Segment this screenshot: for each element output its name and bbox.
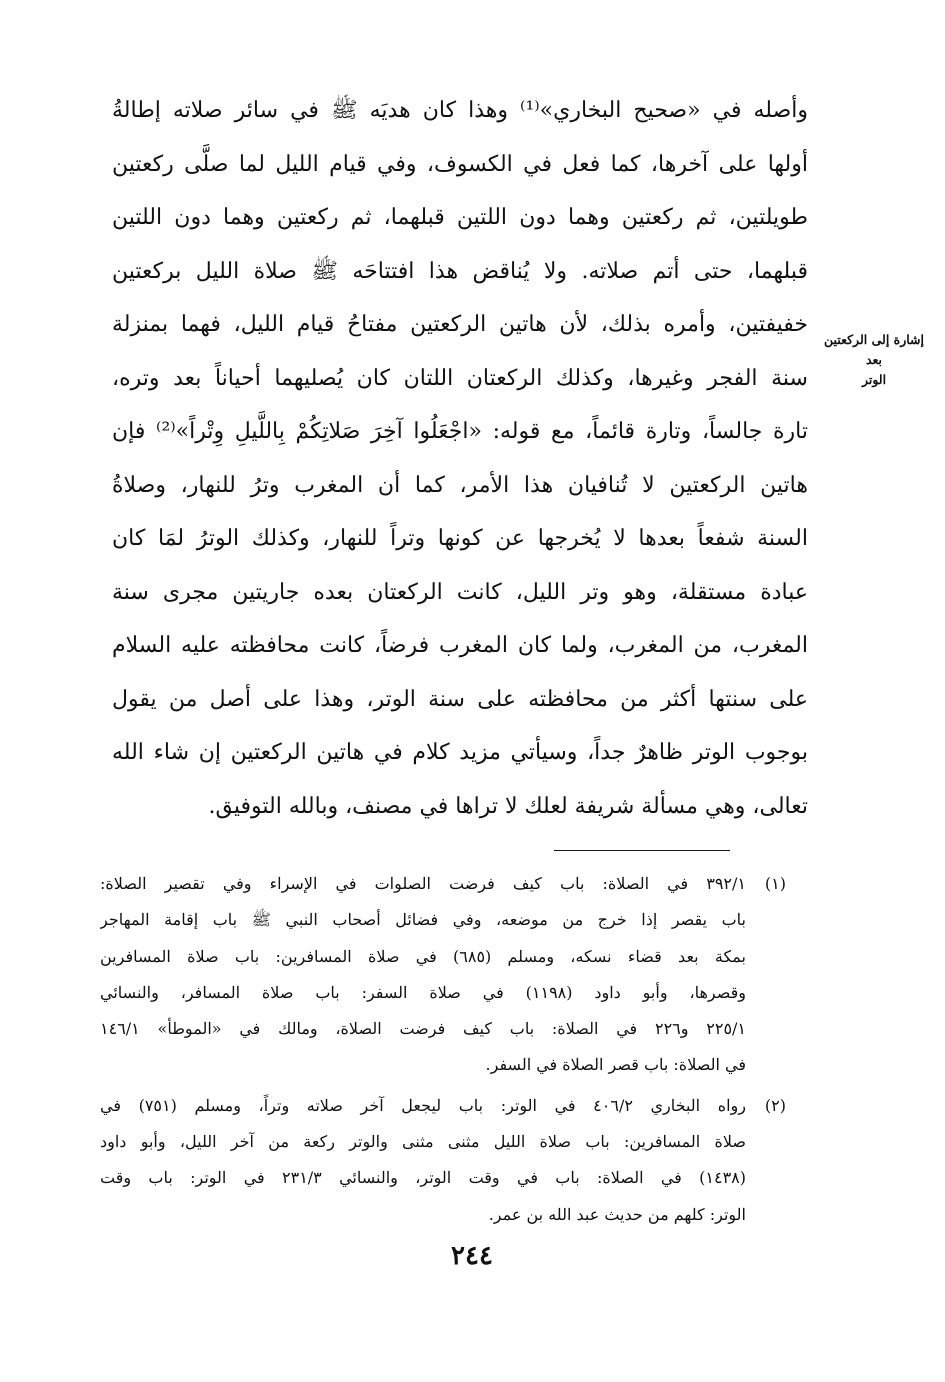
main-text-line: طويلتين، ثم ركعتين وهما دون اللتين قبلهما، ثم ركعتين وهما دون اللتين	[112, 205, 808, 230]
footnote-body	[100, 1088, 746, 1233]
main-text-block	[112, 84, 808, 833]
margin-note	[818, 330, 930, 390]
footnote-2	[100, 1088, 786, 1233]
main-text-line: تارة جالساً، وتارة قائماً، مع قوله: «اجْعَلُوا آخِرَ صَلاتِكُمْ بِاللَّيلِ وِتْراً»⁽²⁾ فإن	[112, 419, 808, 444]
footnote-line: (١٤٣٨) في الصلاة: باب في وقت الوتر، والنسائي ٢٣١/٣ في الوتر: باب وقت	[100, 1168, 746, 1188]
main-text-line: وأصله في «صحيح البخاري»⁽¹⁾ وهذا كان هديَه ﷺ في سائر صلاته إطالةُ	[112, 98, 808, 123]
margin-note-line: إشارة إلى الركعتين بعد	[824, 332, 924, 367]
main-text-line: عبادة مستقلة، وهو وتر الليل، كانت الركعتان بعده جاريتين مجرى سنة	[112, 579, 808, 605]
footnotes-section	[100, 866, 786, 1237]
page-number: ٢٤٤	[451, 1241, 493, 1271]
main-text-line: هاتين الركعتين لا تُنافيان هذا الأمر، كما أن المغرب وترُ للنهار، وصلاةُ	[112, 472, 808, 498]
footnote-number: (١)	[764, 874, 786, 893]
main-text-line: قبلهما، حتى أتم صلاته. ولا يُناقض هذا افتتاحَه ﷺ صلاة الليل بركعتين	[112, 258, 808, 284]
main-text-line: بوجوب الوتر ظاهرٌ جداً، وسيأتي مزيد كلام في هاتين الركعتين إن شاء الله	[112, 740, 808, 765]
main-text-line: أولها على آخرها، كما فعل في الكسوف، وفي قيام الليل لما صلَّى ركعتين	[112, 151, 808, 177]
footnote-line: صلاة المسافرين: باب صلاة الليل مثنى مثنى والوتر ركعة من آخر الليل، وأبو داود	[100, 1132, 746, 1152]
footnote-line: ٢٢٥/١ و٢٢٦ في الصلاة: باب كيف فرضت الصلاة، ومالك في «الموطأ» ١٤٦/١	[100, 1019, 746, 1039]
margin-note-line: الوتر	[861, 372, 887, 387]
main-text-line: تعالى، وهي مسألة شريفة لعلك لا تراها في مصنف، وبالله التوفيق.	[208, 793, 808, 819]
footnote-line: باب يقصر إذا خرج من موضعه، وفي فضائل أصحاب النبي ﷺ باب إقامة المهاجر	[100, 910, 746, 930]
footnote-line: ٣٩٢/١ في الصلاة: باب كيف فرضت الصلوات في الإسراء وفي تقصير الصلاة:	[100, 874, 746, 893]
main-text-line: سنة الفجر وغيرها، وكذلك الركعتان اللتان كان يُصليهما أحياناً بعد وتره،	[112, 365, 808, 391]
main-text-line: خفيفتين، وأمره بذلك، لأن هاتين الركعتين مفتاحُ قيام الليل، فهما بمنزلة	[112, 312, 808, 337]
footnote-line: وقصرها، وأبو داود (١١٩٨) في صلاة السفر: باب صلاة المسافر، والنسائي	[100, 982, 746, 1002]
footnote-line: بمكة بعد قضاء نسكه، ومسلم (٦٨٥) في صلاة المسافرين: باب صلاة المسافرين	[100, 946, 746, 966]
footnote-line: في الصلاة: باب قصر الصلاة في السفر.	[485, 1055, 746, 1075]
footnote-line: الوتر: كلهم من حديث عبد الله بن عمر.	[488, 1204, 746, 1224]
footnote-number: (٢)	[764, 1095, 786, 1115]
footnote-separator	[554, 850, 730, 851]
footnote-line: رواه البخاري ٤٠٦/٢ في الوتر: باب ليجعل آخر صلاته وتراً، ومسلم (٧٥١) في	[100, 1095, 746, 1115]
footnote-1	[100, 866, 786, 1084]
footnote-body	[100, 866, 746, 1084]
main-text-line: المغرب، من المغرب، ولما كان المغرب فرضاً، كانت محافظته عليه السلام	[112, 633, 808, 658]
main-text-line: على سنتها أكثر من محافظته على سنة الوتر، وهذا على أصل من يقول	[112, 686, 808, 712]
main-text-line: السنة شفعاً بعدها لا يُخرجها عن كونها وتراً للنهار، وكذلك الوترُ لمَا كان	[112, 526, 808, 551]
